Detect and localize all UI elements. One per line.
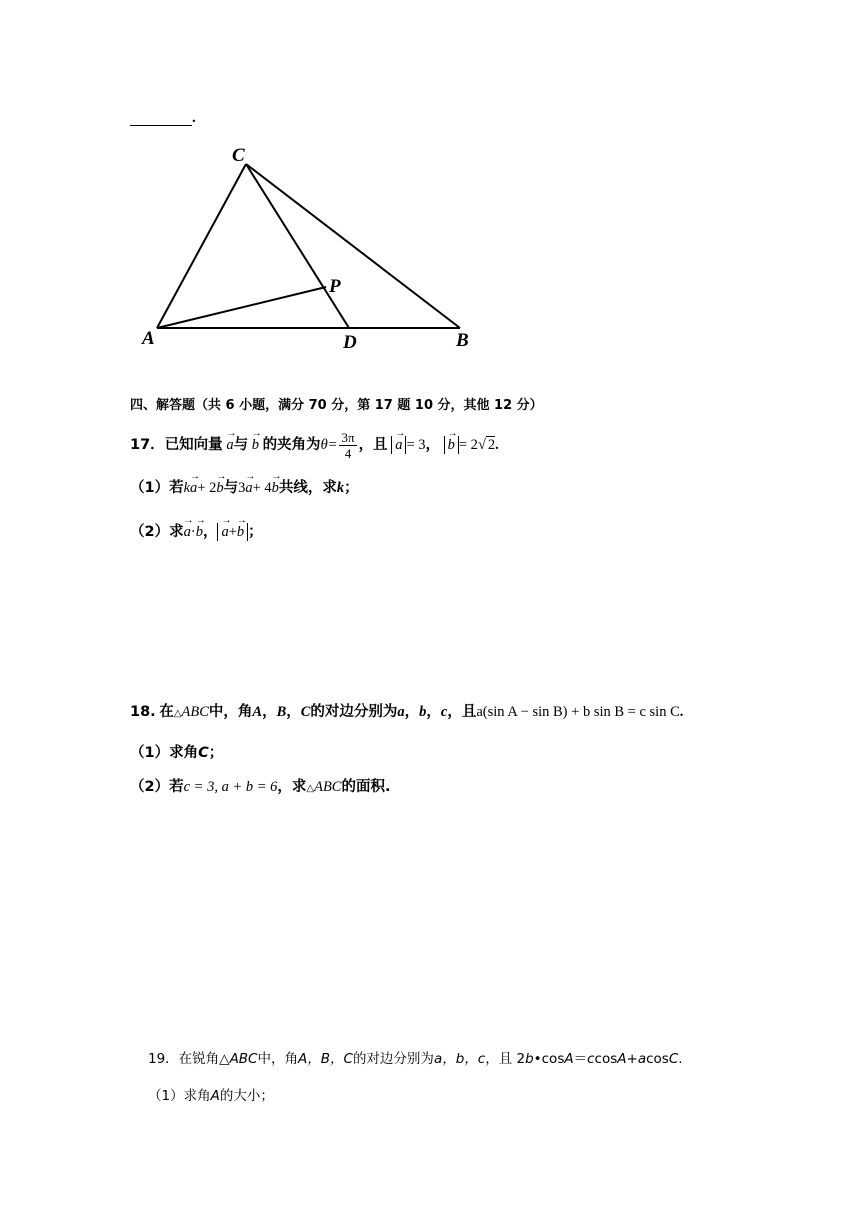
- q18-A: A: [252, 704, 263, 720]
- q19-cos: •cos: [533, 1051, 565, 1067]
- q17-and: 与: [233, 436, 249, 453]
- q17-part2: [130, 522, 263, 542]
- section-heading: 四、解答题（共 6 小题，满分 70 分，第 17 题 10 分，其他 12 分）: [130, 398, 543, 413]
- blank-period: .: [192, 110, 196, 126]
- q19-eq: ＝: [573, 1051, 588, 1067]
- q19-mid: 中，角: [257, 1051, 298, 1067]
- q17-part1-plus4: + 4: [252, 480, 272, 496]
- q19-c: c: [587, 1051, 595, 1067]
- segment-ca: [157, 164, 246, 328]
- q17-part1-k: k: [183, 480, 191, 496]
- q18-b: b: [419, 704, 427, 720]
- segment-cb: [246, 164, 460, 328]
- q18-part1: [130, 743, 223, 763]
- q17-part1-vec-a: → a: [190, 478, 197, 498]
- q19-opp: 的对边分别为: [352, 1051, 434, 1067]
- q18-part2-abc: ABC: [314, 779, 342, 795]
- q19-a: a: [637, 1051, 647, 1067]
- abs-vector-b: → b: [448, 436, 455, 454]
- q19-end: .: [678, 1051, 683, 1067]
- abs-a-value: = 3: [406, 436, 426, 453]
- q17-part1-vec-b: → b: [216, 478, 223, 498]
- q17-part2-vec-a2: → a: [221, 523, 228, 541]
- sqrt-arg: 2: [487, 436, 496, 453]
- q18-c: c: [440, 704, 448, 720]
- question-19: [148, 1047, 683, 1067]
- q19-cos2: cos: [594, 1051, 618, 1067]
- q17-part1-vec-b2: → b: [272, 478, 279, 498]
- q19-A1: A: [564, 1051, 574, 1067]
- label-p: P: [329, 276, 341, 297]
- q19-plus: +: [626, 1051, 638, 1067]
- q17-part1-with: 与: [223, 480, 239, 496]
- q19-part1-end: 的大小；: [219, 1088, 274, 1104]
- triangle-figure: [130, 140, 490, 360]
- q17-comma-and: ，且: [358, 436, 388, 453]
- q18-part2: [130, 777, 391, 799]
- q19-and: ，且 2: [485, 1051, 526, 1067]
- q17-part1-3: 3: [238, 480, 246, 496]
- q19-C: C: [668, 1051, 679, 1067]
- abs-b-value: = 2: [458, 436, 478, 453]
- q19-abc: ABC: [229, 1051, 258, 1067]
- abs-a: [391, 436, 406, 454]
- q17-part1: [130, 478, 359, 498]
- q17-part2-dot: ·: [190, 524, 196, 540]
- q17-part1-rest: 共线，求: [278, 480, 337, 496]
- q18-equation: a(sin A − sin B) + b sin B = c sin C: [476, 704, 680, 720]
- q17-angle-text: 的夹角为: [262, 436, 321, 453]
- q18-part2-cond: c = 3, a + b = 6: [183, 779, 278, 795]
- label-d: D: [343, 332, 357, 353]
- q19-b: b: [525, 1051, 534, 1067]
- q17-part2-label: （2）求: [130, 524, 184, 540]
- abs-vector-a: → a: [395, 436, 402, 454]
- q18-a: a: [397, 704, 405, 720]
- question-17: 17．已知向量 → a与 → b 的夹角为θ= $\frac{3\pi}{4}$ ，且 → a = 3， → b = 2√ 2.: [130, 430, 499, 461]
- q18-C: C: [300, 704, 311, 720]
- q19-vars: A，B，C: [298, 1051, 353, 1067]
- q17-part1-end: ；: [344, 480, 359, 496]
- q18-text-and: ，且: [447, 704, 477, 720]
- label-c: C: [232, 145, 245, 166]
- q18-part1-end: ；: [208, 745, 224, 761]
- q17-part2-end: ；: [248, 524, 263, 540]
- label-a: A: [142, 328, 155, 349]
- q18-part2-text: ，求: [277, 779, 307, 795]
- q18-end: .: [679, 704, 684, 720]
- q17-theta: θ=: [320, 436, 338, 453]
- q18-text-mid: 中，角: [208, 704, 253, 720]
- label-b: B: [456, 330, 469, 351]
- segment-ap: [157, 287, 326, 328]
- q17-end: .: [495, 436, 499, 453]
- q19-sides: a，b，c: [433, 1051, 486, 1067]
- q17-part2-plus: +: [228, 524, 237, 540]
- q17-number: 17．: [130, 436, 165, 453]
- q18-part2-tri: △: [306, 783, 315, 794]
- frac-denominator: 4: [344, 446, 352, 461]
- q18-abc: ABC: [181, 704, 209, 720]
- q17-part2-vec-b: → b: [196, 522, 203, 542]
- q18-part1-C: C: [198, 745, 209, 761]
- q17-part2-vec-a: → a: [184, 522, 191, 542]
- q19-cos3: cos: [646, 1051, 669, 1067]
- q17-part1-vec-a2: → a: [245, 478, 252, 498]
- q19-A2: A: [617, 1051, 627, 1067]
- q18-B: B: [276, 704, 287, 720]
- frac-numerator: 3π: [341, 430, 355, 445]
- q18-number: 18.: [130, 704, 156, 720]
- q18-triangle: △: [173, 708, 182, 719]
- q17-part1-kvar: k: [336, 480, 345, 496]
- q18-part2-label: （2）若: [130, 779, 184, 795]
- q18-text-opp: 的对边分别为: [310, 704, 398, 720]
- q17-part1-label: （1）若: [130, 480, 184, 496]
- q18-text-in: 在: [159, 704, 174, 720]
- q17-part2-vec-b2: → b: [237, 523, 244, 541]
- q18-part1-text: （1）求角: [130, 745, 199, 761]
- abs-b: [444, 436, 459, 454]
- q19-part1: [148, 1084, 274, 1104]
- q19-part1-pre: （1）求角: [148, 1088, 211, 1104]
- q17-part1-plus2: + 2: [197, 480, 217, 496]
- q17-fraction: [339, 430, 356, 461]
- q17-part2-comma: ，: [202, 524, 218, 540]
- vector-b: → b: [252, 435, 259, 455]
- answer-blank-line: [130, 125, 192, 126]
- q18-part2-end: 的面积.: [341, 779, 391, 795]
- q19-pre: 19．在锐角△: [148, 1051, 230, 1067]
- q17-text1: 已知向量: [164, 436, 223, 453]
- q17-comma: ，: [425, 436, 440, 453]
- abs-a-plus-b: [217, 523, 248, 541]
- vector-a: → a: [226, 435, 233, 455]
- q19-part1-A: A: [210, 1088, 220, 1104]
- question-18: 18. 在△ABC中，角A，B，C的对边分别为a，b，c，且a(sin A − sin B) + b sin B = c sin C.: [130, 704, 684, 720]
